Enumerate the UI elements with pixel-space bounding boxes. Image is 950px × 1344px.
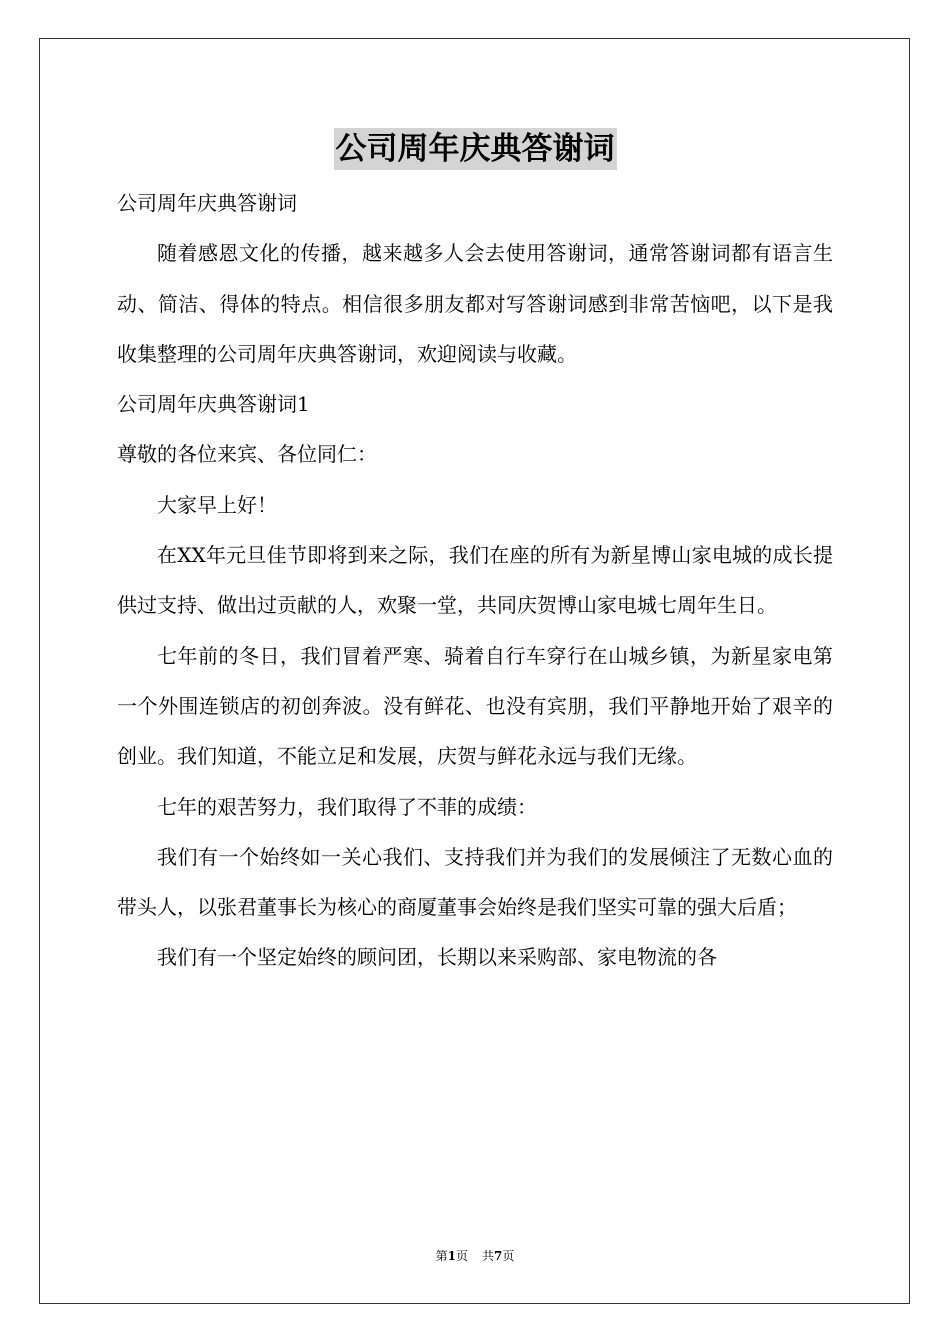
title-container [0, 128, 950, 170]
footer-total-suffix: 页 [502, 1249, 515, 1263]
footer-page-current: 1 [447, 1249, 456, 1263]
document-body [117, 178, 833, 983]
paragraph-subtitle: 公司周年庆典答谢词 [117, 191, 297, 215]
paragraph-body: 在XX年元旦佳节即将到来之际，我们在座的所有为新星博山家电城的成长提供过支持、做出过贡献的人，欢聚一堂，共同庆贺博山家电城七周年生日。 [117, 543, 833, 618]
paragraph-body: 七年的艰苦努力，我们取得了不菲的成绩： [157, 794, 537, 819]
paragraph-greeting: 大家早上好！ [157, 492, 277, 517]
footer-page-label: 页 [455, 1249, 468, 1263]
paragraph-intro: 随着感恩文化的传播，越来越多人会去使用答谢词，通常答谢词都有语言生动、简洁、得体的特点。相信很多朋友都对写答谢词感到非常苦恼吧，以下是我收集整理的公司周年庆典答谢词，欢迎阅读与收藏。 [117, 241, 833, 366]
footer-page-total: 7 [494, 1249, 503, 1263]
document-title: 公司周年庆典答谢词 [334, 128, 617, 170]
paragraph-body: 七年前的冬日，我们冒着严寒、骑着自行车穿行在山城乡镇，为新星家电第一个外围连锁店的初创奔波。没有鲜花、也没有宾朋，我们平静地开始了艰辛的创业。我们知道，不能立足和发展，庆贺与鲜花永远与我们无缘。 [117, 643, 833, 769]
page-footer [0, 1248, 950, 1264]
footer-page-prefix: 第 [435, 1249, 448, 1263]
paragraph-section-heading: 公司周年庆典答谢词1 [117, 392, 310, 417]
paragraph-body: 我们有一个坚定始终的顾问团，长期以来采购部、家电物流的各 [157, 945, 717, 970]
paragraph-salutation: 尊敬的各位来宾、各位同仁： [117, 442, 377, 467]
paragraph-body: 我们有一个始终如一关心我们、支持我们并为我们的发展倾注了无数心血的带头人，以张君董事长为核心的商厦董事会始终是我们坚实可靠的强大后盾； [117, 844, 833, 920]
footer-total-prefix: 共 [482, 1249, 495, 1263]
